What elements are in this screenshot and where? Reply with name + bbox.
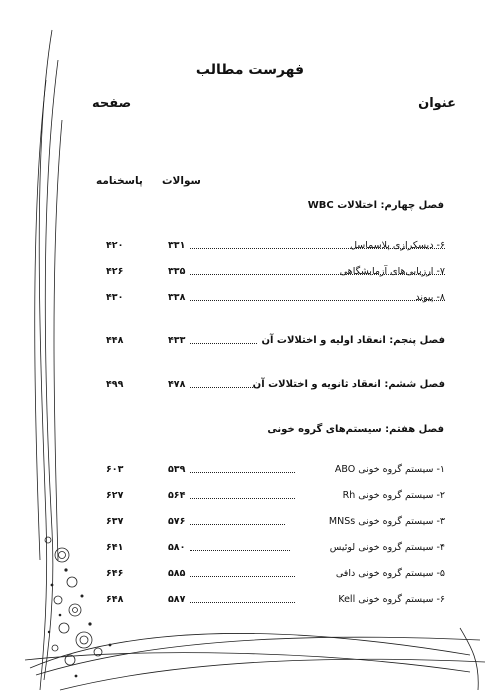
toc-label: ۳- سیستم گروه خونی MNSs (328, 516, 445, 527)
toc-row-chapter[interactable] (100, 335, 445, 349)
questions-page: ۳۳۵ (168, 266, 186, 277)
toc-row[interactable] (100, 464, 445, 478)
dot-leader (190, 524, 285, 525)
dot-leader (190, 274, 445, 275)
toc-label: ۸- پیوند (415, 292, 445, 303)
dot-leader (190, 602, 295, 603)
column-questions: سوالات (162, 175, 201, 187)
toc-row[interactable] (100, 490, 445, 504)
answers-page: ۴۹۹ (106, 379, 124, 390)
questions-page: ۴۳۳ (168, 335, 186, 346)
toc-label: ۶- دیسکرازی پلاسماسل (350, 240, 445, 251)
answers-page: ۶۰۳ (106, 464, 124, 475)
toc-label: ۵- سیستم گروه خونی دافی (335, 568, 445, 579)
toc-label: ۲- سیستم گروه خونی Rh (342, 490, 445, 501)
toc-row[interactable] (100, 516, 445, 530)
answers-page: ۴۲۰ (106, 240, 124, 251)
toc-row-chapter[interactable] (100, 379, 445, 393)
answers-page: ۶۳۷ (106, 516, 124, 527)
toc-row[interactable] (100, 542, 445, 556)
dot-leader (190, 343, 257, 344)
toc-row[interactable] (100, 240, 445, 254)
answers-page: ۶۴۶ (106, 568, 124, 579)
answers-page: ۴۳۰ (106, 292, 124, 303)
dot-leader (190, 498, 295, 499)
toc-label: فصل ششم: انعقاد ثانویه و اختلالات آن (252, 379, 445, 390)
answers-page: ۴۴۸ (106, 335, 124, 346)
toc-row[interactable] (100, 292, 445, 306)
answers-page: ۶۴۱ (106, 542, 124, 553)
page-title: فهرست مطالب (195, 62, 305, 78)
questions-page: ۵۳۹ (168, 464, 186, 475)
toc-label: ۷- ارزیابی‌های آزمایشگاهی (339, 266, 445, 277)
answers-page: ۶۲۷ (106, 490, 124, 501)
dot-leader (190, 387, 255, 388)
chapter-heading: فصل چهارم: اختلالات WBC (307, 200, 444, 211)
header-page: صفحه (92, 96, 132, 111)
questions-page: ۴۷۸ (168, 379, 186, 390)
answers-page: ۴۲۶ (106, 266, 124, 277)
toc-label: ۴- سیستم گروه خونی لوئیس (329, 542, 445, 553)
toc-label: ۱- سیستم گروه خونی ABO (334, 464, 445, 475)
dot-leader (190, 248, 445, 249)
questions-page: ۳۳۸ (168, 292, 186, 303)
answers-page: ۶۴۸ (106, 594, 124, 605)
dot-leader (190, 300, 445, 301)
questions-page: ۵۷۶ (168, 516, 186, 527)
toc-row[interactable] (100, 266, 445, 280)
questions-page: ۵۸۷ (168, 594, 186, 605)
header-title: عنوان (418, 96, 456, 111)
questions-page: ۵۶۴ (168, 490, 186, 501)
dot-leader (190, 550, 290, 551)
column-answers: پاسخنامه (96, 175, 143, 187)
chapter-heading: فصل هفتم: سیستم‌های گروه خونی (267, 424, 444, 435)
dot-leader (190, 576, 295, 577)
dot-leader (190, 472, 295, 473)
toc-label: فصل پنجم: انعقاد اولیه و اختلالات آن (261, 335, 445, 346)
questions-page: ۳۳۱ (168, 240, 186, 251)
toc-row[interactable] (100, 594, 445, 608)
toc-row[interactable] (100, 568, 445, 582)
questions-page: ۵۸۵ (168, 568, 186, 579)
questions-page: ۵۸۰ (168, 542, 186, 553)
toc-label: ۶- سیستم گروه خونی Kell (338, 594, 445, 605)
